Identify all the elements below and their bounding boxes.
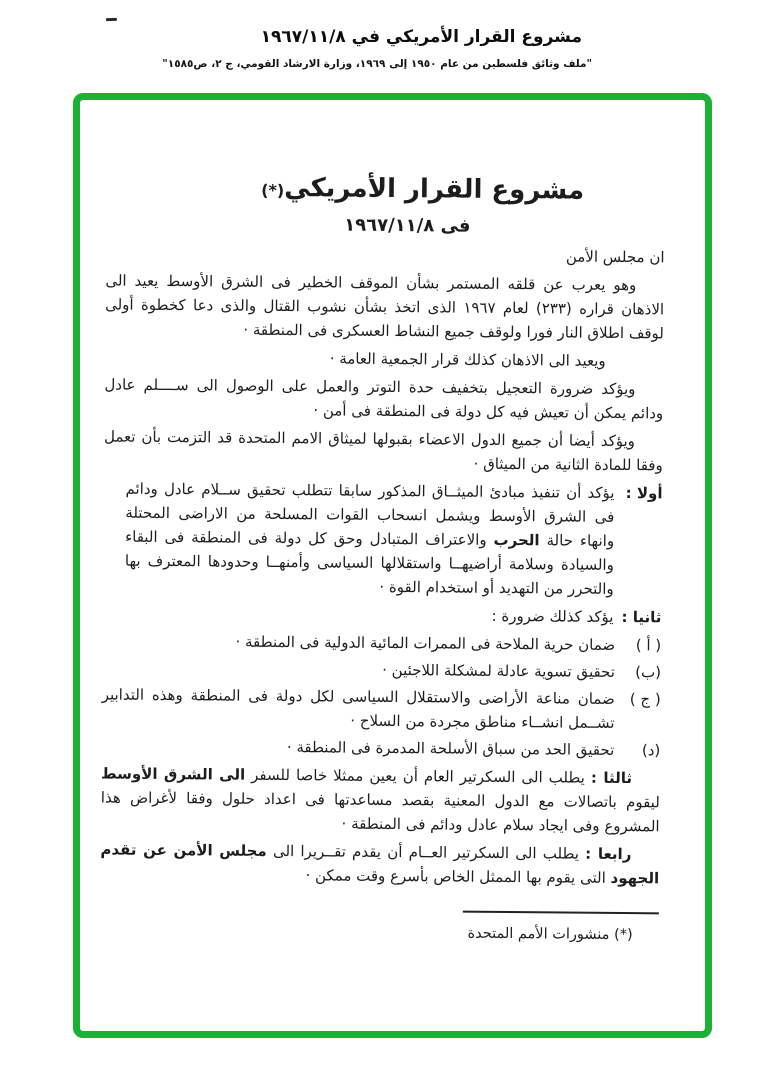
clause-fourth-text: التى يقوم بها الممثل الخاص بأسرع وقت ممكن · — [305, 866, 611, 887]
page-title: مشروع القرار الأمريكي في ١٩٦٧/١١/٨ — [260, 27, 582, 47]
clause-fourth-text: يطلب الى السكرتير العــام أن يقدم تقــريرا الى — [266, 841, 586, 863]
list-item-marker: (د) — [641, 741, 661, 760]
clause-second-label: ثانيا : — [621, 608, 662, 627]
clause-first-text: يؤكد أن تنفيذ مبادئ الميثــاق المذكور سابقا تتطلب تحقيق ســلام عادل ودائم فى الشرق الأوسط ويشمل انسحاب القوات المسلحة من الاراضى المحتلة وانهاء حالة — [125, 479, 615, 550]
document-title-text: مشروع القرار الأمريكي — [284, 173, 585, 206]
preamble-paragraph: ويؤكد أيضا أن جميع الدول الاعضاء بقبولها لميثاق الامم المتحدة قد التزمت بأن تعمل وفقا للمادة الثانية من الميثاق · — [103, 427, 663, 475]
clause-first-bold-word: الحرب — [493, 530, 540, 550]
clause-third-label: ثالثا : — [590, 768, 633, 788]
list-item-marker: ( أ ) — [635, 636, 662, 655]
clause-third-text: يطلب الى السكرتير العام أن يعين ممثلا خاصا للسفر — [245, 765, 591, 787]
clause-fourth-label: رابعا : — [585, 844, 632, 864]
list-item-marker: (ب) — [635, 663, 662, 682]
document-date: فى ١٩٦٧/١١/٨ — [344, 214, 471, 237]
footnote-marker: (*) — [261, 180, 285, 201]
clause-third-text: ليقوم باتصالات مع الدول المعنية بقصد مساعدتها فى اعداد حلول وفقا لأغراض هذا المشروع وفى ايجاد سلام عادل ودائم فى المنطقة · — [100, 788, 660, 836]
clause-first-body — [103, 476, 615, 600]
list-item-d — [101, 733, 660, 762]
footnote-text: (*) منشورات الأمم المتحدة — [467, 925, 633, 944]
list-item-marker: ( ج ) — [629, 690, 661, 709]
source-citation: "ملف وثائق فلسطين من عام ١٩٥٠ إلى ١٩٦٩، وزارة الارشاد القومي، ج ٢، ص١٥٨٥" — [162, 58, 592, 70]
document-title — [143, 168, 702, 214]
preamble-paragraph: وهو يعرب عن قلقه المستمر بشأن الموقف الخطير فى الشرق الأوسط يعيد الى الاذهان قراره (٢٣٣) لعام ١٩٦٧ الذى اتخذ بشأن نشوب القتال والذى دعا كخطوة أولى لوقف اطلاق النار فورا ولوقف جميع النشاط العسكرى فى المنطقة · — [105, 271, 665, 343]
clause-fourth-bold-phrase: مجلس الأمن عن تقدم الجهود — [100, 840, 660, 888]
list-item-b — [102, 655, 661, 684]
document-scan — [76, 97, 708, 947]
list-item-text: تحقيق الحد من سباق الأسلحة المدمرة فى المنطقة · — [286, 738, 615, 759]
opening-line: ان مجلس الأمن — [565, 247, 665, 267]
preamble-paragraph: ويؤكد ضرورة التعجيل بتخفيف حدة التوتر والعمل على الوصول الى ســــلم عادل ودائم يمكن أن تعيش فيه كل دولة فى المنطقة فى أمن · — [104, 375, 664, 423]
list-item-c — [101, 682, 660, 735]
clause-first — [103, 476, 663, 601]
green-frame — [73, 93, 712, 1038]
clause-first-label: أولا : — [625, 484, 663, 503]
clause-second — [102, 600, 661, 629]
clause-third-bold-phrase: الى الشرق الأوسط — [100, 764, 246, 784]
clause-fourth — [100, 837, 659, 890]
clause-second-body: يؤكد كذلك ضرورة : — [491, 606, 614, 626]
scan-artifact-dash — [106, 18, 117, 21]
list-item-text: تحقيق تسوية عادلة لمشكلة اللاجئين · — [382, 660, 616, 681]
list-item-text: ضمان مناعة الأراضى والاستقلال السياسى لكل دولة فى المنطقة وهذه التدابير تشــمل انشــاء مناطق مجردة من السلاح · — [101, 685, 615, 732]
list-item-a — [102, 628, 661, 657]
clause-third — [101, 761, 661, 838]
list-item-text: ضمان حرية الملاحة فى الممرات المائية الدولية فى المنطقة · — [235, 632, 616, 654]
clause-first-text: والاعتراف المتبادل وحق كل دولة فى المنطقة فى البقاء والسيادة وسلامة أراضيهــا واستقلالها السياسى وأمنهــا وحدودها المعترف بها والتحرر من التهديد أو استخدام القوة · — [124, 527, 614, 598]
footnote-separator — [463, 911, 659, 915]
preamble-paragraph: ويعيد الى الاذهان كذلك قرار الجمعية العامة · — [329, 349, 606, 370]
